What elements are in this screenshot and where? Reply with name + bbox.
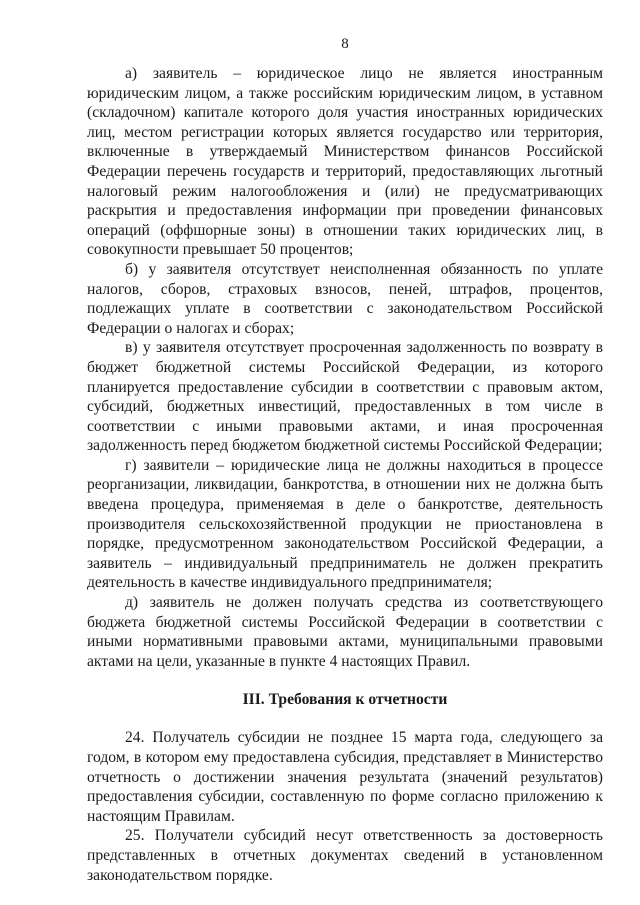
body-text [87,64,603,671]
paragraph-a: а) заявитель – юридическое лицо не является иностранным юридическим лицом, а также российским юридическим лицом, в уставном (складочном) капитале которого доля участия иностранных юридических лиц, местом регистрации которых является государство или территория, включенные в утверждаемый Министерством финансов Российской Федерации перечень государств и территорий, предоставляющих льготный налоговый режим налогообложения и (или) не предусматривающих раскрытия и предоставления информации при проведении финансовых операций (оффшорные зоны) в отношении таких юридических лиц, в совокупности превышает 50 процентов; [87,65,603,259]
section-body [87,728,603,885]
paragraph-b: б) у заявителя отсутствует неисполненная обязанность по уплате налогов, сборов, страховых взносов, пеней, штрафов, процентов, подлежащих уплате в соответствии с законодательством Российской Федерации о налогах и сборах; [87,260,603,337]
paragraph-g: г) заявители – юридические лица не должны находиться в процессе реорганизации, ликвидации, банкротства, в отношении них не должна быть введена процедура, применяемая в деле о банкротстве, деятельность производителя сельскохозяйственной продукции не приостановлена в порядке, предусмотренном законодательством Российской Федерации, а заявитель – индивидуальный предприниматель не должен прекратить деятельность в качестве индивидуального предпринимателя; [87,456,603,592]
paragraph-v: в) у заявителя отсутствует просроченная задолженность по возврату в бюджет бюджетной системы Российской Федерации, из которого планируется предоставление субсидии в соответствии с правовым актом, субсидий, бюджетных инвестиций, предоставленных в том числе в соответствии с иными правовыми актами, и иная просроченная задолженность перед бюджетом бюджетной системы Российской Федерации; [87,339,603,455]
paragraph-25: 25. Получатели субсидий несут ответственность за достоверность представленных в отчетных документах сведений в установленном законодательством порядке. [87,827,603,884]
paragraph-24: 24. Получатель субсидии не позднее 15 марта года, следующего за годом, в котором ему предоставлена субсидия, представляет в Министерство отчетность о достижении значения результата (значений результатов) предоставления субсидии, составленную по форме согласно приложению к настоящим Правилам. [87,729,603,825]
page-number: 8 [341,36,349,52]
section-heading: III. Требования к отчетности [242,691,448,709]
paragraph-d: д) заявитель не должен получать средства из соответствующего бюджета бюджетной системы Российской Федерации в соответствии с иными нормативными правовыми актами, муниципальными правовыми актами на цели, указанные в пункте 4 настоящих Правил. [87,594,603,670]
